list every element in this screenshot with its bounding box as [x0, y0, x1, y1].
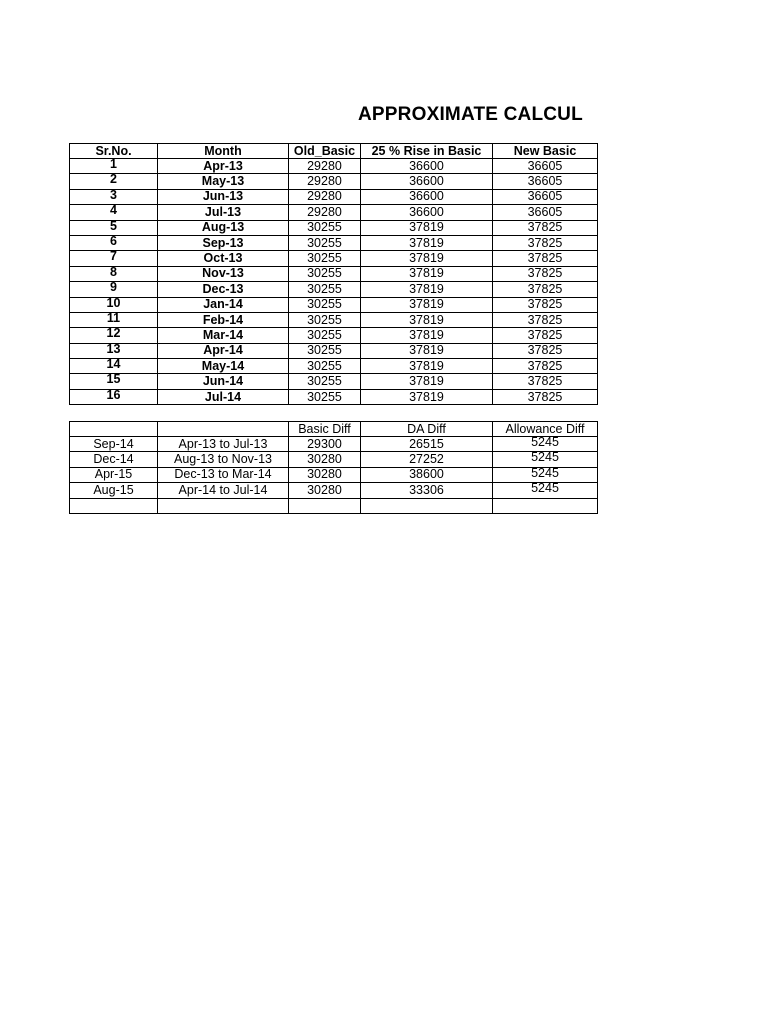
cell-rise-in-basic: 36600 [361, 174, 493, 189]
cell-month: Dec-13 [158, 282, 289, 297]
cell-period: Dec-13 to Mar-14 [158, 467, 289, 482]
cell-sr-no: 13 [70, 343, 158, 358]
cell-month: Oct-13 [158, 251, 289, 266]
cell-due-month: Dec-14 [70, 452, 158, 467]
cell-basic-diff: 30280 [289, 452, 361, 467]
cell-old-basic: 30255 [289, 312, 361, 327]
cell-old-basic: 29280 [289, 174, 361, 189]
cell-rise-in-basic: 37819 [361, 328, 493, 343]
table-row [70, 452, 598, 467]
cell-sr-no: 7 [70, 251, 158, 266]
cell-old-basic: 30255 [289, 251, 361, 266]
table-row [70, 220, 598, 235]
header-da-diff: DA Diff [361, 422, 493, 437]
cell-new-basic: 37825 [493, 297, 598, 312]
cell-new-basic: 36605 [493, 205, 598, 220]
cell-new-basic: 37825 [493, 374, 598, 389]
cell-new-basic: 37825 [493, 251, 598, 266]
cell-sr-no: 16 [70, 389, 158, 404]
cell-rise-in-basic: 37819 [361, 266, 493, 281]
cell-new-basic: 37825 [493, 220, 598, 235]
table-row [70, 297, 598, 312]
cell-rise-in-basic: 37819 [361, 297, 493, 312]
table-header-row [70, 422, 598, 437]
cell-old-basic: 30255 [289, 389, 361, 404]
cell-old-basic: 30255 [289, 266, 361, 281]
cell-sr-no: 6 [70, 235, 158, 250]
cell-new-basic: 37825 [493, 266, 598, 281]
cell-da-diff: 26515 [361, 437, 493, 452]
cell-month: Jul-14 [158, 389, 289, 404]
cell-sr-no: 8 [70, 266, 158, 281]
header-new-basic: New Basic [493, 144, 598, 159]
cell-allowance-diff [493, 498, 598, 513]
cell-sr-no: 12 [70, 328, 158, 343]
cell-new-basic: 37825 [493, 235, 598, 250]
table-row [70, 251, 598, 266]
cell-month: Jan-14 [158, 297, 289, 312]
cell-rise-in-basic: 37819 [361, 343, 493, 358]
table-row [70, 437, 598, 452]
cell-period: Apr-14 to Jul-14 [158, 483, 289, 498]
cell-month: Aug-13 [158, 220, 289, 235]
cell-new-basic: 36605 [493, 189, 598, 204]
cell-old-basic: 29280 [289, 205, 361, 220]
cell-month: Jun-14 [158, 374, 289, 389]
cell-allowance-diff: 5245 [493, 467, 598, 482]
cell-sr-no: 5 [70, 220, 158, 235]
cell-da-diff [361, 498, 493, 513]
table-row [70, 174, 598, 189]
cell-old-basic: 29280 [289, 189, 361, 204]
header-month: Month [158, 144, 289, 159]
cell-month: Sep-13 [158, 235, 289, 250]
arrears-table [69, 421, 598, 514]
header-sr-no: Sr.No. [70, 144, 158, 159]
cell-da-diff: 27252 [361, 452, 493, 467]
cell-allowance-diff: 5245 [493, 437, 598, 452]
header-basic-diff: Basic Diff [289, 422, 361, 437]
cell-basic-diff: 29300 [289, 437, 361, 452]
table-row [70, 328, 598, 343]
cell-month: Jun-13 [158, 189, 289, 204]
cell-old-basic: 30255 [289, 297, 361, 312]
cell-rise-in-basic: 37819 [361, 282, 493, 297]
table-row [70, 205, 598, 220]
table-header-row [70, 144, 598, 159]
cell-month: Apr-13 [158, 159, 289, 174]
cell-old-basic: 30255 [289, 220, 361, 235]
header-old-basic: Old_Basic [289, 144, 361, 159]
cell-old-basic: 30255 [289, 374, 361, 389]
table-row [70, 189, 598, 204]
cell-due-month: Aug-15 [70, 483, 158, 498]
cell-month: Feb-14 [158, 312, 289, 327]
cell-old-basic: 30255 [289, 359, 361, 374]
cell-allowance-diff: 5245 [493, 452, 598, 467]
cell-sr-no: 14 [70, 359, 158, 374]
cell-sr-no: 10 [70, 297, 158, 312]
header-blank [70, 422, 158, 437]
cell-sr-no: 11 [70, 312, 158, 327]
cell-rise-in-basic: 37819 [361, 389, 493, 404]
cell-new-basic: 36605 [493, 174, 598, 189]
cell-new-basic: 36605 [493, 159, 598, 174]
cell-rise-in-basic: 37819 [361, 235, 493, 250]
header-rise-in-basic: 25 % Rise in Basic [361, 144, 493, 159]
cell-basic-diff: 30280 [289, 467, 361, 482]
table-row [70, 467, 598, 482]
table-row [70, 483, 598, 498]
cell-allowance-diff: 5245 [493, 483, 598, 498]
cell-new-basic: 37825 [493, 328, 598, 343]
cell-rise-in-basic: 36600 [361, 159, 493, 174]
cell-period: Aug-13 to Nov-13 [158, 452, 289, 467]
cell-rise-in-basic: 36600 [361, 189, 493, 204]
cell-old-basic: 30255 [289, 328, 361, 343]
cell-month: May-13 [158, 174, 289, 189]
cell-due-month: Apr-15 [70, 467, 158, 482]
cell-da-diff: 38600 [361, 467, 493, 482]
cell-month: May-14 [158, 359, 289, 374]
cell-period [158, 498, 289, 513]
salary-table [69, 143, 598, 405]
cell-sr-no: 3 [70, 189, 158, 204]
table-row [70, 235, 598, 250]
table-row [70, 266, 598, 281]
cell-due-month: Sep-14 [70, 437, 158, 452]
cell-sr-no: 9 [70, 282, 158, 297]
header-blank [158, 422, 289, 437]
cell-due-month [70, 498, 158, 513]
cell-month: Nov-13 [158, 266, 289, 281]
cell-rise-in-basic: 37819 [361, 312, 493, 327]
cell-basic-diff [289, 498, 361, 513]
cell-sr-no: 1 [70, 159, 158, 174]
cell-new-basic: 37825 [493, 359, 598, 374]
table-row [70, 498, 598, 513]
cell-rise-in-basic: 37819 [361, 359, 493, 374]
cell-month: Mar-14 [158, 328, 289, 343]
table-row [70, 159, 598, 174]
cell-new-basic: 37825 [493, 389, 598, 404]
cell-sr-no: 15 [70, 374, 158, 389]
header-allowance-diff: Allowance Diff [493, 422, 598, 437]
cell-rise-in-basic: 36600 [361, 205, 493, 220]
cell-old-basic: 29280 [289, 159, 361, 174]
table-row [70, 389, 598, 404]
cell-old-basic: 30255 [289, 343, 361, 358]
cell-old-basic: 30255 [289, 282, 361, 297]
cell-rise-in-basic: 37819 [361, 251, 493, 266]
cell-rise-in-basic: 37819 [361, 220, 493, 235]
cell-period: Apr-13 to Jul-13 [158, 437, 289, 452]
cell-month: Apr-14 [158, 343, 289, 358]
page-title: APPROXIMATE CALCUL [358, 104, 583, 125]
cell-new-basic: 37825 [493, 343, 598, 358]
cell-old-basic: 30255 [289, 235, 361, 250]
table-row [70, 343, 598, 358]
cell-sr-no: 4 [70, 205, 158, 220]
cell-month: Jul-13 [158, 205, 289, 220]
cell-sr-no: 2 [70, 174, 158, 189]
cell-new-basic: 37825 [493, 282, 598, 297]
cell-new-basic: 37825 [493, 312, 598, 327]
table-row [70, 359, 598, 374]
cell-rise-in-basic: 37819 [361, 374, 493, 389]
cell-basic-diff: 30280 [289, 483, 361, 498]
table-row [70, 374, 598, 389]
table-row [70, 312, 598, 327]
table-row [70, 282, 598, 297]
cell-da-diff: 33306 [361, 483, 493, 498]
